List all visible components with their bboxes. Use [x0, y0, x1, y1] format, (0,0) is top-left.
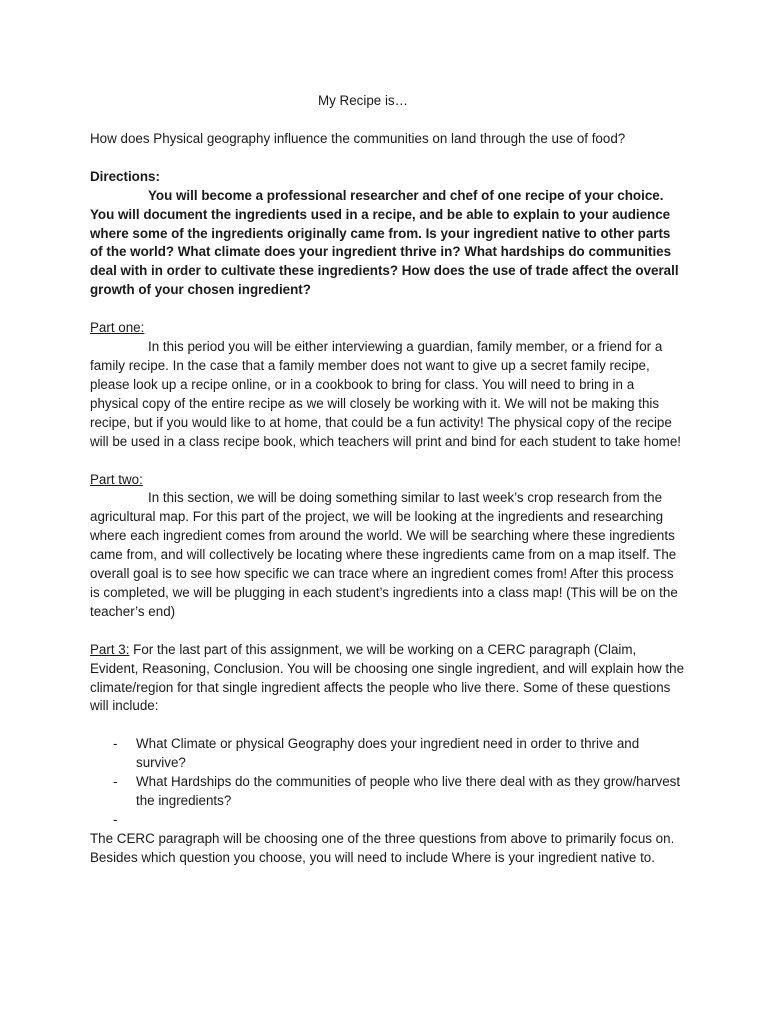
part-two-body: In this section, we will be doing something similar to last week’s crop research from the agricultural map. For this part of the project, we will be looking at the ingredients and researching where each ingredient comes from around the world. We will be searching where these ingredients came from, and will collectively be locating where these ingredients came from on a map itself. The overall goal is to see how specific we can trace where an ingredient comes from! After this process is completed, we will be plugging in each student’s ingredients into a class map! (This will be on the teacher’s end): [90, 490, 678, 619]
closing-paragraph: The CERC paragraph will be choosing one of the three questions from above to primarily focus on. Besides which question you choose, you will need to include Where is your ingredient native to.: [90, 830, 675, 865]
list-item-text: [136, 812, 140, 827]
part-three-body: For the last part of this assignment, we will be working on a CERC paragraph (Claim, Evident, Reasoning, Conclusion. You will be choosing one single ingredient, and will explain how the climate/region for that single ingredient affects the people who live there. Some of these questions will include:: [90, 641, 685, 714]
essential-question: How does Physical geography influence the communities on land through the use of food?: [90, 130, 626, 146]
part-three-paragraph: [90, 641, 686, 717]
part-two-section: [90, 471, 686, 622]
directions-body: You will become a professional researcher and chef of one recipe of your choice. You will document the ingredients used in a recipe, and be able to explain to your audience where some of the ingredients originally came from. Is your ingredient native to other parts of the world? What climate does your ingredient thrive in? What hardships do communities deal with in order to cultivate these ingredients? How does the use of trade affect the overall growth of your chosen ingredient?: [90, 187, 679, 298]
document-page: [90, 92, 686, 868]
list-item: [90, 811, 686, 830]
part-three-section: [90, 641, 686, 868]
list-dash: -: [113, 736, 118, 752]
part-three-heading: Part 3:: [90, 641, 130, 657]
part-one-heading: Part one:: [90, 320, 145, 336]
directions-section: [90, 168, 686, 300]
list-item-text: What Climate or physical Geography does your ingredient need in order to thrive and survive?: [136, 736, 640, 771]
list-item: [90, 773, 686, 811]
directions-heading: Directions:: [90, 168, 160, 184]
part-one-section: [90, 319, 686, 451]
part-one-body: In this period you will be either interviewing a guardian, family member, or a friend for a family recipe. In the case that a family member does not want to give up a secret family recipe, please look up a recipe online, or in a cookbook to bring for class. You will need to bring in a physical copy of the entire recipe as we will closely be working with it. We will not be making this recipe, but if you would like to at home, that could be a fun activity! The physical copy of the recipe will be used in a class recipe book, which teachers will print and bind for each student to take home!: [90, 339, 681, 449]
list-dash: -: [113, 812, 118, 827]
document-title: My Recipe is…: [317, 93, 409, 108]
list-dash: -: [113, 774, 118, 790]
part-two-heading: Part two:: [90, 471, 143, 487]
list-item-text: What Hardships do the communities of people who live there deal with as they grow/harvest the ingredients?: [136, 774, 681, 809]
list-item: [90, 735, 686, 773]
question-list: [90, 735, 686, 830]
